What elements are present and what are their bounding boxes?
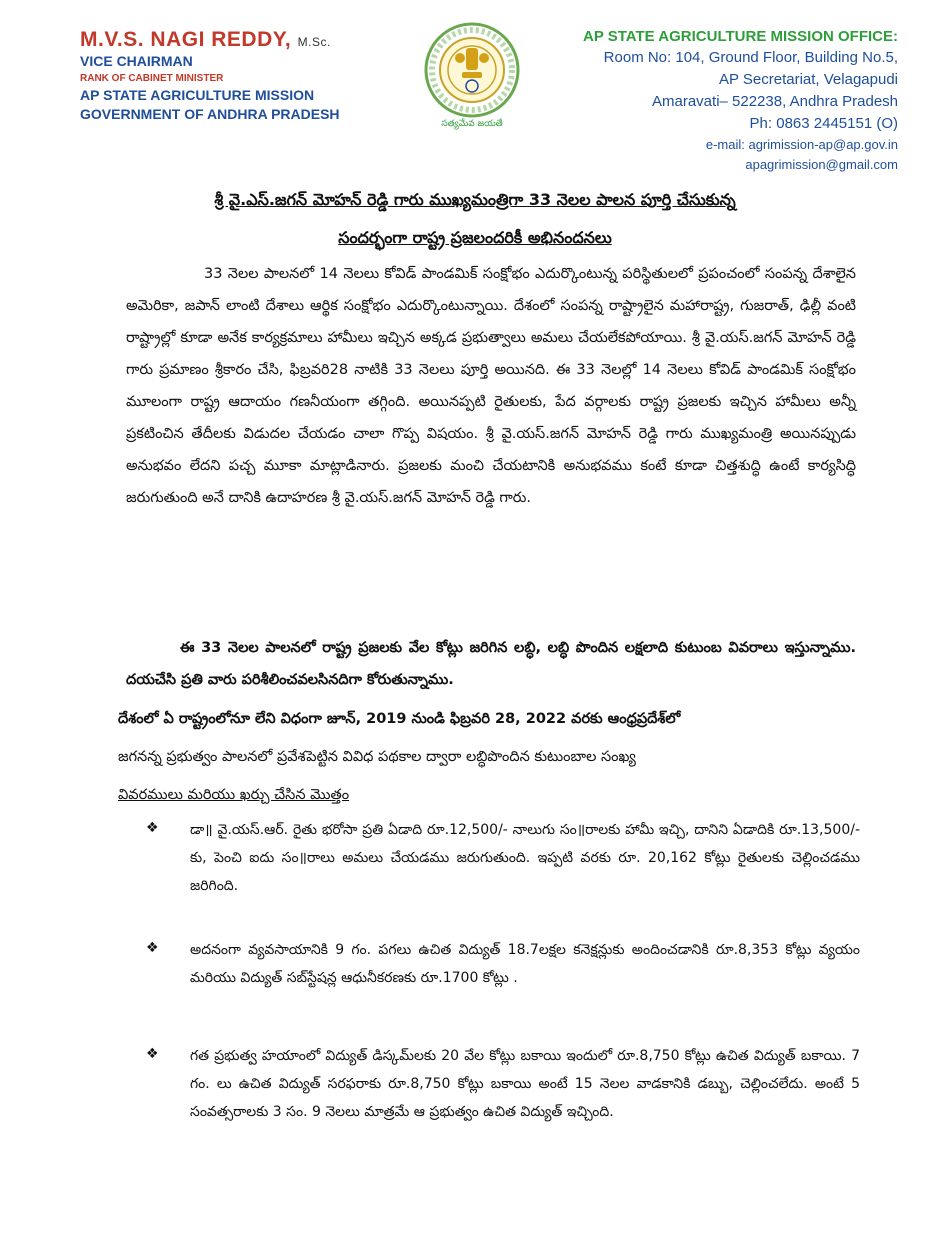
sender-name: M.V.S. NAGI REDDY, M.Sc.: [80, 28, 331, 51]
phone-line: Ph: 0863 2445151 (O): [749, 115, 898, 132]
ap-state-emblem-icon: [420, 20, 524, 130]
organization: AP STATE AGRICULTURE MISSION: [80, 87, 315, 103]
address-line: Room No: 104, Ground Floor, Building No.5,: [603, 49, 898, 66]
document-title-line-2: సందర్భంగా రాష్ట్ర ప్రజలందరికీ అభినందనలు: [338, 228, 612, 247]
intro-line-1: దేశంలో ఏ రాష్ట్రంలోనూ లేని విధంగా జూన్, 2019 నుండి ఫిబ్రవరి 28, 2022 వరకు ఆంధ్రప్రదేశ్‌లో: [118, 711, 681, 727]
designation: VICE CHAIRMAN: [80, 53, 193, 69]
paragraph-benefits: ఈ 33 నెలల పాలనలో రాష్ట్ర ప్రజలకు వేల కోట్లు జరిగిన లబ్ధి, లబ్ధి పొందిన లక్షలాది కుటుంబ వివరాలు ఇస్తున్నాము. దయచేసి ప్రతి వారు పరిశీలించవలసినదిగా కోరుతున్నాము.: [126, 640, 856, 688]
sender-block: [80, 28, 340, 124]
government: GOVERNMENT OF ANDHRA PRADESH: [80, 106, 340, 122]
bullet-icon: ❖: [146, 940, 159, 956]
office-title: AP STATE AGRICULTURE MISSION OFFICE:: [583, 28, 898, 45]
email-line-2: apagrimission@gmail.com: [745, 157, 898, 172]
rank-text: RANK OF CABINET MINISTER: [80, 73, 224, 84]
sender-degree: M.Sc.: [297, 35, 331, 49]
list-item: అదనంగా వ్యవసాయానికి 9 గం. పగలు ఉచిత విద్యుత్ 18.7లక్షల కనెక్షన్లుకు అందించడానికి రూ.8,353 కోట్లు వ్యయం మరియు విద్యుత్ సబ్‌స్టేషన్ల ఆధునీకరణకు రూ.1700 కోట్లు .: [190, 942, 860, 986]
document-title-line-1: శ్రీ వై.ఎస్.జగన్ మోహన్ రెడ్డి గారు ముఖ్యమంత్రిగా 33 నెలల పాలన పూర్తి చేసుకున్న: [214, 190, 736, 209]
intro-line-3: వివరములు మరియు ఖర్చు చేసిన మొత్తం: [118, 787, 350, 803]
bullet-icon: ❖: [146, 820, 159, 836]
emblem-caption: సత్యమేవ జయతే: [441, 119, 503, 129]
list-item: డా॥ వై.యస్.ఆర్. రైతు భరోసా ప్రతి ఏడాది రూ.12,500/- నాలుగు సం॥రాలకు హామీ ఇచ్చి, దానిని ఏడాదికి రూ.13,500/- కు, పెంచి ఐదు సం॥రాలు అమలు చేయడము జరుగుతుంది. ఇప్పటి వరకు రూ. 20,162 కోట్లు రైతులకు చెల్లించడము జరిగింది.: [190, 822, 860, 894]
paragraph-main: 33 నెలల పాలనలో 14 నెలలు కోవిడ్ పాండమిక్ సంక్షోభం ఎదుర్కొంటున్న పరిస్థితులలో ప్రపంచంలో సంపన్న దేశాలైన అమెరికా, జపాన్ లాంటి దేశాలు ఆర్థిక సంక్షోభం ఎదుర్కొంటున్నాయి. దేశంలో సంపన్న రాష్ట్రాలైన మహారాష్ట్ర, గుజరాత్, ఢిల్లీ వంటి రాష్ట్రాల్లో కూడా అనేక కార్యక్రమాలు హామీలు ఇచ్చిన అక్కడ ప్రభుత్వాలు అమలు చేయలేకపోయాయి. శ్రీ వై.యస్.జగన్ మోహన్ రెడ్డి గారు ప్రమాణం శ్రీకారం చేసి, ఫిబ్రవరి28 నాటికి 33 నెలలు పూర్తి అయినది. ఈ 33 నెలల్లో 14 నెలలు కోవిడ్ పాండమిక్ సంక్షోభం మూలంగా రాష్ట్ర ఆదాయం గణనీయంగా తగ్గింది. అయినప్పటి రైతులకు, పేద వర్గాలకు రాష్ట్ర ప్రజలకు ఇచ్చిన హామీలు అన్నీ ప్రకటించిన తేదీలకు విడుదల చేయడం చాలా గొప్ప విషయం. శ్రీ వై.యస్.జగన్ మోహన్ రెడ్డి గారు ముఖ్యమంత్రి అయినప్పుడు అనుభవం లేదని పచ్చ మూకా మాట్లాడినారు. ప్రజలకు మంచి చేయటానికి అనుభవము కంటే కూడా చిత్తశుద్ధి ఉంటే కార్యసిద్ధి జరుగుతుంది అనే దానికి ఉదాహరణ శ్రీ వై.యస్.జగన్ మోహన్ రెడ్డి గారు.: [126, 266, 856, 506]
email-line: e-mail: agrimission-ap@ap.gov.in: [705, 137, 898, 152]
bullet-icon: ❖: [146, 1046, 159, 1062]
address-line: AP Secretariat, Velagapudi: [718, 71, 898, 88]
list-item: గత ప్రభుత్వ హయాంలో విద్యుత్ డిస్కమ్‌లకు 20 వేల కోట్లు బకాయి ఇందులో రూ.8,750 కోట్లు ఉచిత విద్యుత్ బకాయి. 7 గం. లు ఉచిత విద్యుత్ సరఫరాకు రూ.8,750 కోట్లు బకాయి అంటే 15 నెలల వాడకానికి డబ్బు, చెల్లించలేదు. అంటే 5 సంవత్సరాలకు 3 సం. 9 నెలలు మాత్రమే ఆ ప్రభుత్వం ఉచిత విద్యుత్ ఇచ్చింది.: [190, 1048, 860, 1120]
office-block: [583, 26, 898, 175]
intro-line-2: జగనన్న ప్రభుత్వం పాలనలో ప్రవేశపెట్టిన వివిధ పథకాల ద్వారా లబ్ధిపొందిన కుటుంబాల సంఖ్య: [118, 749, 636, 765]
address-line: Amaravati– 522238, Andhra Pradesh: [652, 93, 898, 110]
